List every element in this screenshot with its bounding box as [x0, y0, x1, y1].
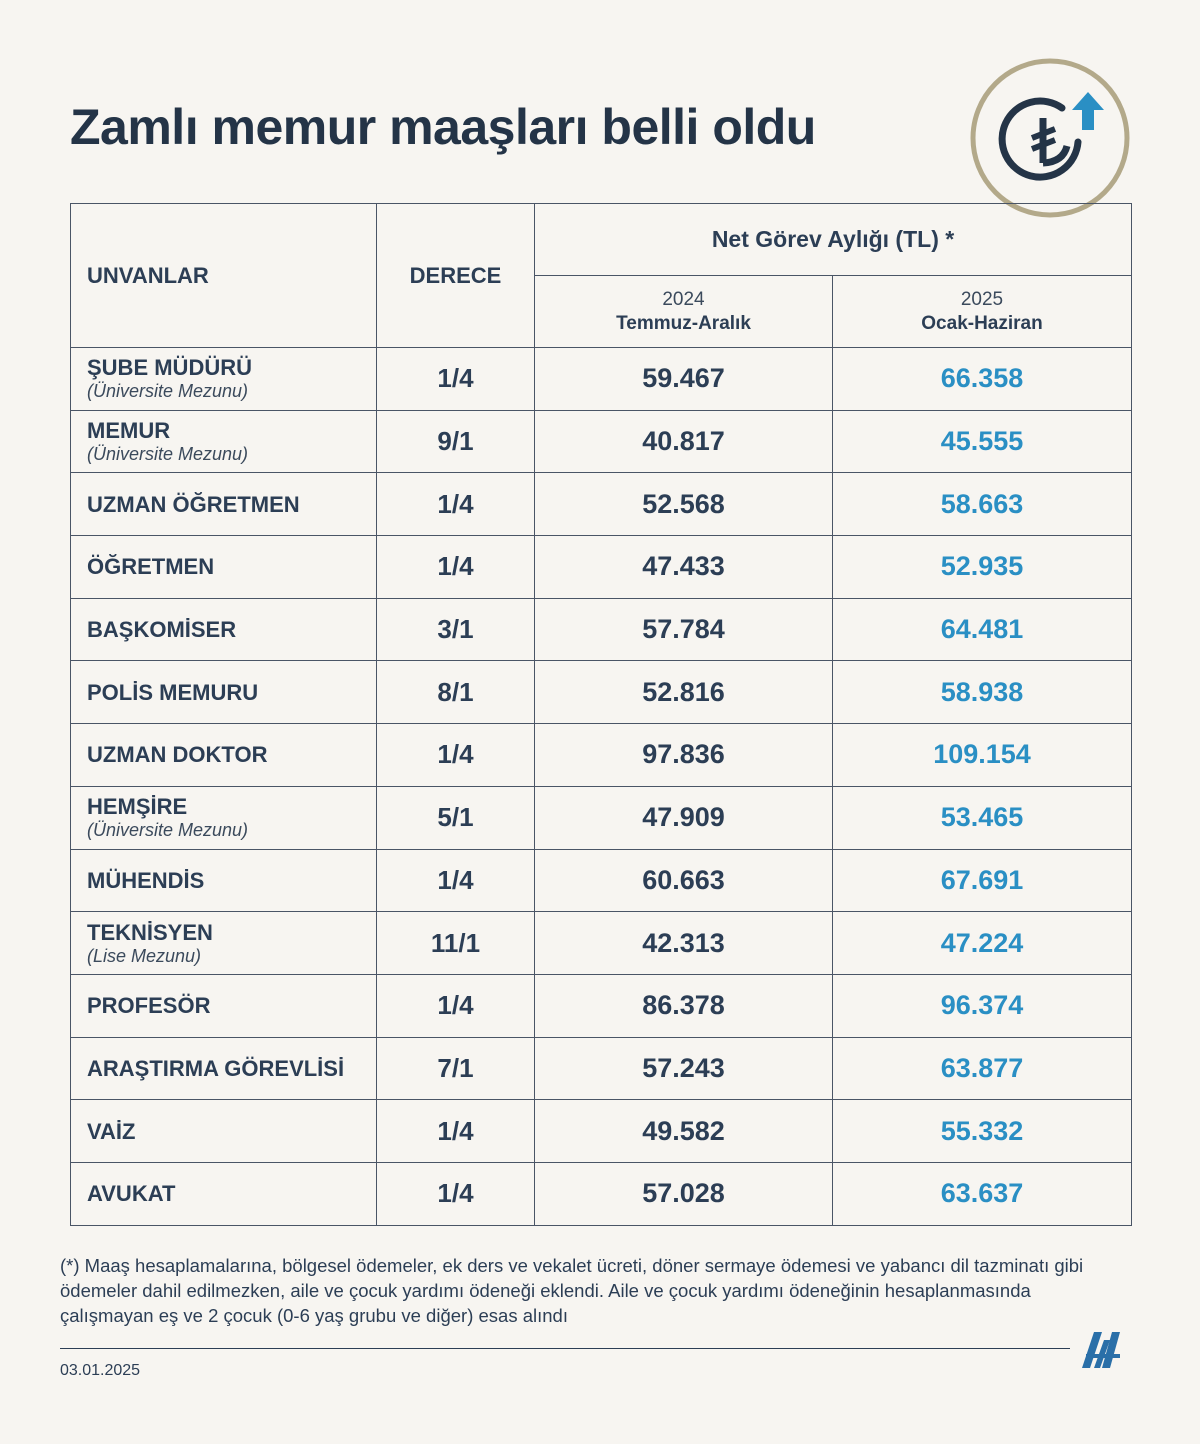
row-derece: 3/1 — [377, 598, 535, 661]
row-value-2025: 109.154 — [833, 724, 1132, 787]
row-value-2025: 58.938 — [833, 661, 1132, 724]
table-row — [71, 473, 1132, 536]
row-name: MÜHENDİS — [87, 867, 205, 893]
row-subtitle: (Lise Mezunu) — [87, 945, 202, 966]
salary-table — [70, 203, 1132, 1226]
row-value-2024: 52.568 — [535, 473, 833, 536]
row-subtitle: (Üniversite Mezunu) — [87, 820, 249, 841]
row-value-2024: 42.313 — [535, 912, 833, 975]
header-2024 — [535, 276, 833, 348]
row-derece: 1/4 — [377, 849, 535, 912]
row-value-2024: 40.817 — [535, 410, 833, 473]
row-title — [71, 1162, 377, 1225]
row-name: ŞUBE MÜDÜRÜ — [87, 355, 252, 381]
header-2024-period: Temmuz-Aralık — [616, 312, 751, 334]
row-name: BAŞKOMİSER — [87, 617, 237, 643]
row-title — [71, 1037, 377, 1100]
row-title — [71, 974, 377, 1037]
row-value-2025: 96.374 — [833, 974, 1132, 1037]
table-row — [71, 912, 1132, 975]
footnote-text: Maaş hesaplamalarına, bölgesel ödemeler, ek ders ve vekalet ücreti, döner sermaye ödemesi ve yabancı dil tazminatı gibi ödemeler dahil edilmezken, aile ve çocuk yardımı ödeneği eklendi. Aile ve çocuk yardımı ödeneğinin hesaplanmasında çalışmayan eş ve 2 çocuk (0-6 yaş grubu ve diğer) esas alındı — [60, 1255, 1084, 1326]
row-subtitle: (Üniversite Mezunu) — [87, 444, 249, 465]
row-value-2025: 53.465 — [833, 786, 1132, 849]
row-name: MEMUR — [87, 418, 171, 444]
row-value-2024: 97.836 — [535, 724, 833, 787]
row-value-2024: 52.816 — [535, 661, 833, 724]
row-value-2025: 63.877 — [833, 1037, 1132, 1100]
row-derece: 9/1 — [377, 410, 535, 473]
row-value-2025: 58.663 — [833, 473, 1132, 536]
row-derece: 1/4 — [377, 724, 535, 787]
row-derece: 1/4 — [377, 1162, 535, 1225]
row-value-2024: 47.433 — [535, 536, 833, 599]
row-name: VAİZ — [87, 1118, 136, 1144]
page-title: Zamlı memur maaşları belli oldu — [70, 99, 816, 155]
row-value-2025: 64.481 — [833, 598, 1132, 661]
header-2025 — [833, 276, 1132, 348]
row-title — [71, 410, 377, 473]
table-row — [71, 598, 1132, 661]
row-value-2024: 49.582 — [535, 1100, 833, 1163]
table-row — [71, 536, 1132, 599]
row-value-2024: 57.243 — [535, 1037, 833, 1100]
row-value-2024: 47.909 — [535, 786, 833, 849]
row-value-2025: 63.637 — [833, 1162, 1132, 1225]
header-2025-period: Ocak-Haziran — [921, 312, 1043, 334]
row-derece: 1/4 — [377, 473, 535, 536]
row-value-2024: 86.378 — [535, 974, 833, 1037]
table-row — [71, 661, 1132, 724]
table-row — [71, 974, 1132, 1037]
row-value-2024: 57.028 — [535, 1162, 833, 1225]
row-name: TEKNİSYEN — [87, 919, 213, 945]
row-value-2025: 66.358 — [833, 348, 1132, 411]
row-derece: 1/4 — [377, 348, 535, 411]
row-name: AVUKAT — [87, 1181, 176, 1207]
row-name: UZMAN DOKTOR — [87, 742, 268, 768]
header-2024-year: 2024 — [662, 288, 705, 310]
row-name: PROFESÖR — [87, 993, 211, 1019]
header-2025-year: 2025 — [960, 288, 1004, 310]
row-derece: 5/1 — [377, 786, 535, 849]
row-value-2025: 47.224 — [833, 912, 1132, 975]
row-title — [71, 473, 377, 536]
row-name: HEMŞİRE — [87, 794, 188, 820]
row-name: ARAŞTIRMA GÖREVLİSİ — [87, 1055, 345, 1081]
table-row — [71, 1100, 1132, 1163]
table-row — [71, 724, 1132, 787]
footnote — [60, 1253, 1110, 1328]
row-value-2025: 67.691 — [833, 849, 1132, 912]
table-row — [71, 410, 1132, 473]
row-name: POLİS MEMURU — [87, 679, 259, 705]
row-value-2024: 57.784 — [535, 598, 833, 661]
row-title — [71, 849, 377, 912]
row-value-2025: 52.935 — [833, 536, 1132, 599]
row-subtitle: (Üniversite Mezunu) — [87, 381, 249, 402]
footer-divider — [60, 1348, 1070, 1349]
table-row — [71, 348, 1132, 411]
row-name: ÖĞRETMEN — [87, 554, 215, 580]
header-derece: DERECE — [377, 204, 535, 348]
row-derece: 1/4 — [377, 1100, 535, 1163]
row-title — [71, 786, 377, 849]
row-value-2024: 59.467 — [535, 348, 833, 411]
header-unvanlar: UNVANLAR — [71, 204, 377, 348]
header-net-gorev-ayligi: Net Görev Aylığı (TL) * — [535, 204, 1132, 276]
table-row — [71, 786, 1132, 849]
row-title — [71, 724, 377, 787]
row-value-2024: 60.663 — [535, 849, 833, 912]
table-row — [71, 1162, 1132, 1225]
table-row — [71, 849, 1132, 912]
row-derece: 1/4 — [377, 536, 535, 599]
row-title — [71, 661, 377, 724]
row-title — [71, 348, 377, 411]
row-derece: 7/1 — [377, 1037, 535, 1100]
aa-logo-icon — [1080, 1330, 1124, 1370]
row-title — [71, 536, 377, 599]
row-value-2025: 45.555 — [833, 410, 1132, 473]
publication-date: 03.01.2025 — [60, 1362, 141, 1379]
row-derece: 1/4 — [377, 974, 535, 1037]
row-derece: 8/1 — [377, 661, 535, 724]
footnote-marker: (*) — [60, 1255, 80, 1276]
row-value-2025: 55.332 — [833, 1100, 1132, 1163]
row-title — [71, 1100, 377, 1163]
table-row — [71, 1037, 1132, 1100]
row-name: UZMAN ÖĞRETMEN — [87, 491, 300, 517]
row-title — [71, 598, 377, 661]
row-title — [71, 912, 377, 975]
row-derece: 11/1 — [377, 912, 535, 975]
lira-up-arrow-icon — [970, 58, 1130, 218]
